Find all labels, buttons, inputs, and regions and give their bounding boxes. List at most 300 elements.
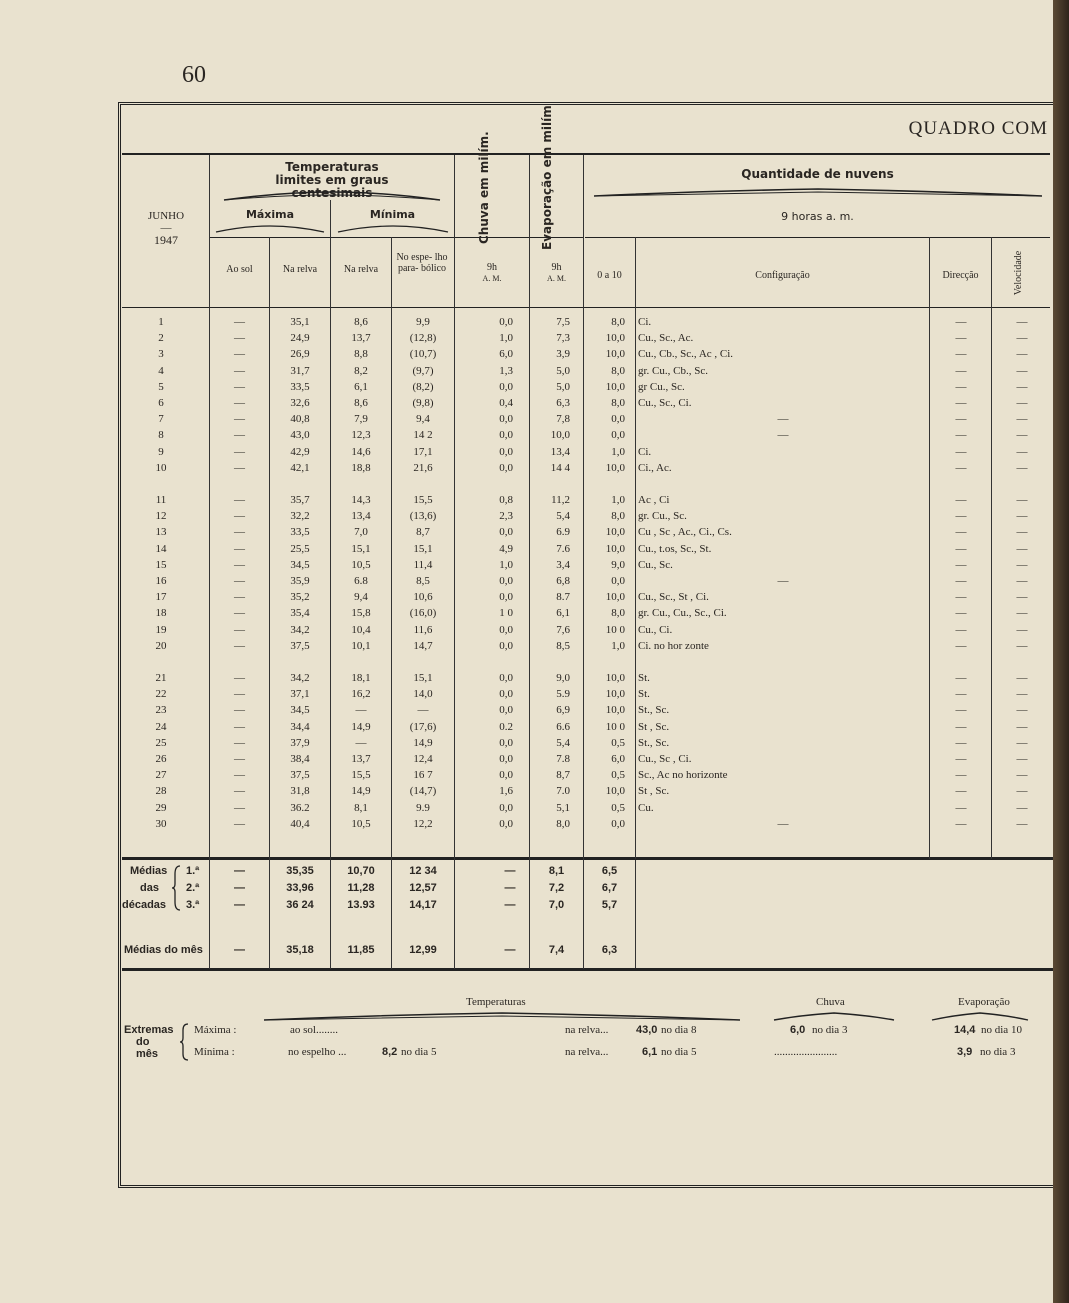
cell-evap: 6.9 xyxy=(556,526,570,539)
cell-evap: 9,0 xyxy=(556,672,570,684)
cell-day: 11 xyxy=(155,494,167,506)
cell-max-relva: 35,1 xyxy=(290,316,310,328)
table-row xyxy=(122,543,1050,559)
cell-configuracao: Ci., Ac. xyxy=(638,461,672,474)
cell-configuracao: Ci. xyxy=(638,445,652,458)
cell-direccao: — xyxy=(955,704,967,717)
cell-ao-sol: — xyxy=(234,526,245,539)
cell-nuvens-qty: 8,0 xyxy=(611,607,625,620)
cell-evap: 6.6 xyxy=(556,720,570,733)
cell-chuva: 6,0 xyxy=(499,348,513,361)
cell-day: 21 xyxy=(155,672,167,684)
cell-ao-sol: — xyxy=(234,704,245,717)
cell-max-relva: 34,5 xyxy=(290,558,310,571)
table-row xyxy=(122,429,1050,445)
month-dash: — xyxy=(160,222,172,234)
cell-chuva: 0,0 xyxy=(499,801,513,814)
cell-evap: 6,3 xyxy=(556,397,570,409)
cell-evap: 5,4 xyxy=(556,736,570,749)
header-bottom-rule xyxy=(122,307,1050,308)
decade-decade-num: 2.ª xyxy=(186,882,200,894)
cell-min-relva: 14,6 xyxy=(351,445,371,458)
temp-sub-rule xyxy=(210,237,454,238)
cell-nuvens-qty: 8,0 xyxy=(611,316,625,328)
decade-chuva: — xyxy=(504,882,516,894)
cell-min-relva: 13,4 xyxy=(351,510,371,523)
cell-nuvens-qty: 10,0 xyxy=(605,672,625,684)
cell-velocidade: — xyxy=(1016,688,1028,701)
cell-max-relva: 37,5 xyxy=(290,639,310,652)
cell-configuracao: St. xyxy=(638,688,650,701)
ext-chuva-header: Chuva xyxy=(816,996,845,1008)
cell-chuva: 0,0 xyxy=(499,591,513,604)
decade-nuvens-qty: 6,5 xyxy=(601,865,618,877)
direccao-header: Direcção xyxy=(942,270,979,281)
cell-max-relva: 33,5 xyxy=(290,380,310,393)
velocidade-header: Velocidade xyxy=(1013,250,1024,296)
cell-ao-sol: — xyxy=(234,785,245,798)
cell-chuva: 0,0 xyxy=(499,526,513,539)
month-means-label: Médias do mês xyxy=(124,944,203,956)
cell-max-relva: 35,2 xyxy=(290,591,310,604)
table-row xyxy=(122,607,1050,623)
cell-configuracao: Ac , Ci xyxy=(638,494,670,506)
espelho-header: No espe- lho para- bólico xyxy=(396,252,448,274)
cell-ao-sol: — xyxy=(234,380,245,393)
table-row xyxy=(122,624,1050,640)
cell-ao-sol: — xyxy=(234,316,245,328)
cell-ao-sol: — xyxy=(234,753,245,765)
cell-min-relva: 15,1 xyxy=(351,542,371,555)
ext-max-relva-label: na relva... xyxy=(565,1024,609,1036)
evaporacao-header: Evaporação em milím xyxy=(540,105,554,250)
mean-evap: 7,4 xyxy=(548,944,565,956)
cell-min-relva: 10,1 xyxy=(351,639,371,652)
decade-nuvens-qty: 6,7 xyxy=(601,882,618,894)
cell-max-relva: 35,4 xyxy=(290,607,310,620)
cell-configuracao: Ci. no hor zonte xyxy=(638,639,709,652)
cell-evap: 8,5 xyxy=(556,639,570,652)
cell-day: 12 xyxy=(155,510,167,523)
cell-chuva: 0,0 xyxy=(499,429,513,442)
table-row xyxy=(122,785,1050,801)
cell-chuva: 1,6 xyxy=(499,785,513,798)
cell-chuva: 1 0 xyxy=(499,607,513,620)
cell-nuvens-qty: 0,0 xyxy=(611,413,625,426)
cell-day: 9 xyxy=(158,445,164,458)
cell-min-relva: 7,9 xyxy=(354,413,368,426)
cell-espelho: (13,6) xyxy=(409,510,437,523)
cell-ao-sol: — xyxy=(234,413,245,426)
nove-horas-header: 9 horas a. m. xyxy=(781,210,854,223)
cell-espelho: — xyxy=(417,704,429,717)
cell-espelho: (14,7) xyxy=(409,785,437,798)
cell-nuvens-qty: 0,0 xyxy=(611,429,625,442)
cell-ao-sol: — xyxy=(234,558,245,571)
cell-configuracao: St., Sc. xyxy=(638,736,670,749)
cell-evap: 11,2 xyxy=(551,494,570,506)
cell-evap: 8,7 xyxy=(556,769,570,782)
cell-velocidade: — xyxy=(1016,639,1028,652)
cell-velocidade: — xyxy=(1016,445,1028,458)
table-row xyxy=(122,381,1050,397)
decade-chuva: — xyxy=(504,899,516,911)
cell-direccao: — xyxy=(955,736,967,749)
ext-evap-min-val: 3,9 xyxy=(957,1046,973,1058)
decade-ao-sol: — xyxy=(234,865,245,877)
decade-espelho: 12 34 xyxy=(409,865,437,877)
cell-ao-sol: — xyxy=(234,623,245,636)
cell-max-relva: 37,1 xyxy=(290,688,310,701)
cell-nuvens-qty: 8,0 xyxy=(611,397,625,409)
cell-nuvens-qty: 0,5 xyxy=(611,769,625,782)
cell-max-relva: 36.2 xyxy=(290,801,310,814)
cell-velocidade: — xyxy=(1016,769,1028,782)
ext-chuva-max-day: no dia 3 xyxy=(812,1024,848,1036)
cell-chuva: 0,0 xyxy=(499,639,513,652)
ext-evap-max-day: no dia 10 xyxy=(981,1024,1022,1036)
cell-evap: 7,5 xyxy=(556,316,570,328)
cell-max-relva: 32,6 xyxy=(290,397,310,409)
means-bottom-rule xyxy=(122,968,1069,971)
cell-ao-sol: — xyxy=(234,364,245,377)
cell-day: 14 xyxy=(155,542,167,555)
cell-chuva: 0,0 xyxy=(499,817,513,830)
cell-configuracao: Sc., Ac no horizonte xyxy=(638,769,728,782)
cell-chuva: 0,0 xyxy=(499,380,513,393)
cell-nuvens-qty: 9,0 xyxy=(611,558,625,571)
cell-evap: 6,1 xyxy=(556,607,570,620)
cell-espelho: 12,4 xyxy=(413,753,433,765)
cell-nuvens-qty: 10,0 xyxy=(605,332,625,345)
decade-espelho: 12,57 xyxy=(409,882,437,894)
cell-nuvens-qty: 8,0 xyxy=(611,364,625,377)
cell-ao-sol: — xyxy=(234,332,245,345)
cell-ao-sol: — xyxy=(234,591,245,604)
table-row xyxy=(122,737,1050,753)
decade-ao-sol: — xyxy=(234,899,245,911)
cell-chuva: 0,0 xyxy=(499,688,513,701)
decade-chuva: — xyxy=(504,865,516,877)
cell-evap: 8,0 xyxy=(556,817,570,830)
year-label: 1947 xyxy=(154,233,178,247)
cell-configuracao: Cu., t.os, Sc., St. xyxy=(638,542,712,555)
cell-configuracao: Ci. xyxy=(638,316,652,328)
cell-ao-sol: — xyxy=(234,672,245,684)
decade-max-relva: 35,35 xyxy=(286,865,314,877)
means-label-2: das xyxy=(140,882,159,894)
cell-chuva: 0,0 xyxy=(499,445,513,458)
ext-evap-min-day: no dia 3 xyxy=(980,1046,1016,1058)
cell-velocidade: — xyxy=(1016,413,1028,426)
cell-ao-sol: — xyxy=(234,542,245,555)
table-row xyxy=(122,446,1050,462)
cell-ao-sol: — xyxy=(234,429,245,442)
cell-configuracao: Cu., Sc., Ci. xyxy=(638,397,692,409)
cell-espelho: 16 7 xyxy=(413,769,433,782)
cell-day: 16 xyxy=(155,575,167,587)
cell-velocidade: — xyxy=(1016,736,1028,749)
cell-ao-sol: — xyxy=(234,801,245,814)
cell-velocidade: — xyxy=(1016,461,1028,474)
cell-configuracao: St , Sc. xyxy=(638,785,670,798)
table-row xyxy=(122,591,1050,607)
table-row xyxy=(122,332,1050,348)
cell-chuva: 1,0 xyxy=(499,558,513,571)
cell-nuvens-qty: 10,0 xyxy=(605,785,625,798)
cell-espelho: (9,8) xyxy=(412,397,434,409)
cell-configuracao: Cu., Sc , Ci. xyxy=(638,753,692,765)
cell-day: 5 xyxy=(158,380,164,393)
cell-espelho: 12,2 xyxy=(413,817,433,830)
cell-max-relva: 25,5 xyxy=(290,542,310,555)
ext-chuva-max-val: 6,0 xyxy=(790,1024,806,1036)
cell-max-relva: 34,4 xyxy=(290,720,310,733)
cell-day: 17 xyxy=(155,591,167,604)
cell-day: 20 xyxy=(155,639,167,652)
decade-decade-num: 3.ª xyxy=(186,899,200,911)
ext-min-espelho-day: no dia 5 xyxy=(401,1046,437,1058)
cell-velocidade: — xyxy=(1016,591,1028,604)
cell-velocidade: — xyxy=(1016,397,1028,409)
cell-evap: 6,8 xyxy=(556,575,570,587)
cell-chuva: 0,0 xyxy=(499,413,513,426)
cell-chuva: 1,3 xyxy=(499,364,513,377)
table-row xyxy=(122,818,1050,834)
cell-day: 15 xyxy=(155,558,167,571)
decade-max-relva: 36 24 xyxy=(286,899,314,911)
month-label: JUNHO xyxy=(147,210,185,222)
cell-direccao: — xyxy=(955,332,967,345)
cell-ao-sol: — xyxy=(234,817,245,830)
cell-max-relva: 24,9 xyxy=(290,332,310,345)
cell-velocidade: — xyxy=(1016,332,1028,345)
cell-ao-sol: — xyxy=(234,397,245,409)
cell-direccao: — xyxy=(955,542,967,555)
cell-nuvens-qty: 10,0 xyxy=(605,526,625,539)
table-row xyxy=(122,802,1050,818)
cell-espelho: (8,2) xyxy=(412,380,434,393)
ext-min-espelho-val: 8,2 xyxy=(382,1046,398,1058)
cell-configuracao: Cu., Sc., Ac. xyxy=(638,332,694,345)
ext-label-1: Extremas xyxy=(124,1024,174,1036)
cell-max-relva: 34,5 xyxy=(290,704,310,717)
cell-chuva: 0,0 xyxy=(499,575,513,587)
configuracao-header: Configuração xyxy=(755,270,810,281)
decade-max-relva: 33,96 xyxy=(286,882,314,894)
cell-max-relva: 32,2 xyxy=(290,510,310,523)
table-row xyxy=(122,365,1050,381)
cell-configuracao: Cu. xyxy=(638,801,654,814)
cell-direccao: — xyxy=(955,688,967,701)
cell-evap: 7.8 xyxy=(556,753,570,765)
minima-header: Mínima xyxy=(369,208,416,221)
temp-brace xyxy=(222,188,442,202)
cell-max-relva: 38,4 xyxy=(290,753,310,765)
cell-direccao: — xyxy=(955,672,967,684)
cell-min-relva: 18,1 xyxy=(351,672,371,684)
cell-min-relva: 8,1 xyxy=(354,801,368,814)
cell-espelho: 9,4 xyxy=(416,413,430,426)
cell-espelho: (10,7) xyxy=(409,348,437,361)
cell-direccao: — xyxy=(955,801,967,814)
cell-configuracao: Cu., Sc. xyxy=(638,558,673,571)
cell-velocidade: — xyxy=(1016,720,1028,733)
decade-espelho: 14,17 xyxy=(409,899,437,911)
cell-nuvens-qty: 1,0 xyxy=(611,639,625,652)
cell-direccao: — xyxy=(955,817,967,830)
cell-direccao: — xyxy=(955,413,967,426)
cell-ao-sol: — xyxy=(234,348,245,361)
cell-nuvens-qty: 10,0 xyxy=(605,461,625,474)
cell-max-relva: 37,9 xyxy=(290,736,310,749)
cell-day: 30 xyxy=(155,817,167,830)
table-row xyxy=(122,704,1050,720)
cell-configuracao: Cu., Sc., St , Ci. xyxy=(638,591,709,604)
table-row xyxy=(122,462,1050,478)
cell-velocidade: — xyxy=(1016,510,1028,523)
cell-velocidade: — xyxy=(1016,785,1028,798)
table-row xyxy=(122,575,1050,591)
cell-day: 7 xyxy=(158,413,164,426)
cell-evap: 6,9 xyxy=(556,704,570,717)
cell-direccao: — xyxy=(955,526,967,539)
cell-day: 26 xyxy=(155,753,167,765)
cell-direccao: — xyxy=(955,494,967,506)
cell-max-relva: 37,5 xyxy=(290,769,310,782)
table-row xyxy=(122,753,1050,769)
cell-evap: 5,0 xyxy=(556,380,570,393)
ext-chuva-brace xyxy=(772,1010,896,1022)
cell-min-relva: 18,8 xyxy=(351,461,371,474)
evap-ampm: A. M. xyxy=(547,274,566,283)
cell-nuvens-qty: 10,0 xyxy=(605,380,625,393)
cell-min-relva: 10,4 xyxy=(351,623,371,636)
table-row xyxy=(122,348,1050,364)
cell-espelho: 17,1 xyxy=(413,445,433,458)
decade-evap: 8,1 xyxy=(548,865,565,877)
cell-evap: 8.7 xyxy=(556,591,570,604)
cell-direccao: — xyxy=(955,575,967,587)
cell-chuva: 0,0 xyxy=(499,769,513,782)
month-means-row xyxy=(122,944,1050,960)
cell-min-relva: 14,9 xyxy=(351,785,371,798)
cell-max-relva: 42,9 xyxy=(290,445,310,458)
cell-nuvens-qty: 10 0 xyxy=(605,623,625,636)
cell-ao-sol: — xyxy=(234,494,245,506)
cell-velocidade: — xyxy=(1016,429,1028,442)
cell-max-relva: 34,2 xyxy=(290,623,310,636)
cell-ao-sol: — xyxy=(234,736,245,749)
decade-min-relva: 13.93 xyxy=(347,899,375,911)
cell-min-relva: 14,9 xyxy=(351,720,371,733)
decade-mean-row xyxy=(122,899,1050,915)
na-relva-max-header: Na relva xyxy=(282,264,318,275)
cell-velocidade: — xyxy=(1016,494,1028,506)
cell-configuracao: — xyxy=(777,413,789,426)
cell-velocidade: — xyxy=(1016,575,1028,587)
cell-velocidade: — xyxy=(1016,558,1028,571)
cell-espelho: (12,8) xyxy=(409,332,437,345)
table-row xyxy=(122,688,1050,704)
cell-min-relva: 15,5 xyxy=(351,769,371,782)
cell-espelho: (9,7) xyxy=(412,364,434,377)
cell-day: 29 xyxy=(155,801,167,814)
cell-velocidade: — xyxy=(1016,348,1028,361)
cell-configuracao: — xyxy=(777,575,789,587)
cell-day: 22 xyxy=(155,688,167,701)
mean-sol: — xyxy=(234,944,245,956)
cell-velocidade: — xyxy=(1016,817,1028,830)
decade-mean-row xyxy=(122,865,1050,881)
cell-min-relva: 8,8 xyxy=(354,348,368,361)
ext-evap-max-val: 14,4 xyxy=(954,1024,976,1036)
cell-evap: 7,8 xyxy=(556,413,570,426)
nuvens-sub-rule xyxy=(585,237,1050,238)
decade-min-relva: 11,28 xyxy=(347,882,375,894)
cell-direccao: — xyxy=(955,510,967,523)
cell-direccao: — xyxy=(955,461,967,474)
cell-min-relva: 6.8 xyxy=(354,575,368,587)
temperature-group-header: Temperaturas limites em graus centesimais xyxy=(275,160,389,200)
cell-configuracao: St., Sc. xyxy=(638,704,670,717)
cell-configuracao: — xyxy=(777,817,789,830)
ext-min-relva-val: 6,1 xyxy=(642,1046,658,1058)
page-number: 60 xyxy=(182,62,206,88)
ext-max-sol: ao sol........ xyxy=(290,1024,338,1036)
cell-nuvens-qty: 10,0 xyxy=(605,591,625,604)
cell-espelho: 14,9 xyxy=(413,736,433,749)
cell-direccao: — xyxy=(955,785,967,798)
cell-ao-sol: — xyxy=(234,461,245,474)
cell-chuva: 0,8 xyxy=(499,494,513,506)
table-row xyxy=(122,510,1050,526)
table-row xyxy=(122,316,1050,332)
cell-day: 2 xyxy=(158,332,164,345)
cell-direccao: — xyxy=(955,316,967,328)
cell-day: 3 xyxy=(158,348,164,361)
cell-velocidade: — xyxy=(1016,704,1028,717)
cell-chuva: 0,0 xyxy=(499,672,513,684)
cell-direccao: — xyxy=(955,623,967,636)
mean-chuva: — xyxy=(504,944,516,956)
cell-espelho: 14,0 xyxy=(413,688,433,701)
cell-max-relva: 40,8 xyxy=(290,413,310,426)
cell-chuva: 0,0 xyxy=(499,704,513,717)
decade-evap: 7,0 xyxy=(548,899,565,911)
evap-hour: 9h xyxy=(551,262,562,273)
means-label-3: décadas xyxy=(122,899,167,911)
cell-evap: 7,3 xyxy=(556,332,570,345)
table-row xyxy=(122,769,1050,785)
nuvens-header: Quantidade de nuvens xyxy=(741,167,894,181)
cell-espelho: 11,4 xyxy=(413,558,433,571)
cell-velocidade: — xyxy=(1016,364,1028,377)
cell-day: 4 xyxy=(158,364,164,377)
cell-velocidade: — xyxy=(1016,623,1028,636)
cell-evap: 5,1 xyxy=(556,801,570,814)
cell-nuvens-qty: 10,0 xyxy=(605,542,625,555)
cell-evap: 5,4 xyxy=(556,510,570,523)
cell-espelho: 10,6 xyxy=(413,591,433,604)
cell-direccao: — xyxy=(955,429,967,442)
cell-day: 23 xyxy=(155,704,167,717)
cell-velocidade: — xyxy=(1016,607,1028,620)
ext-max-relva-day: no dia 8 xyxy=(661,1024,697,1036)
cell-nuvens-qty: 10,0 xyxy=(605,348,625,361)
table-row xyxy=(122,494,1050,510)
cell-configuracao: — xyxy=(777,429,789,442)
